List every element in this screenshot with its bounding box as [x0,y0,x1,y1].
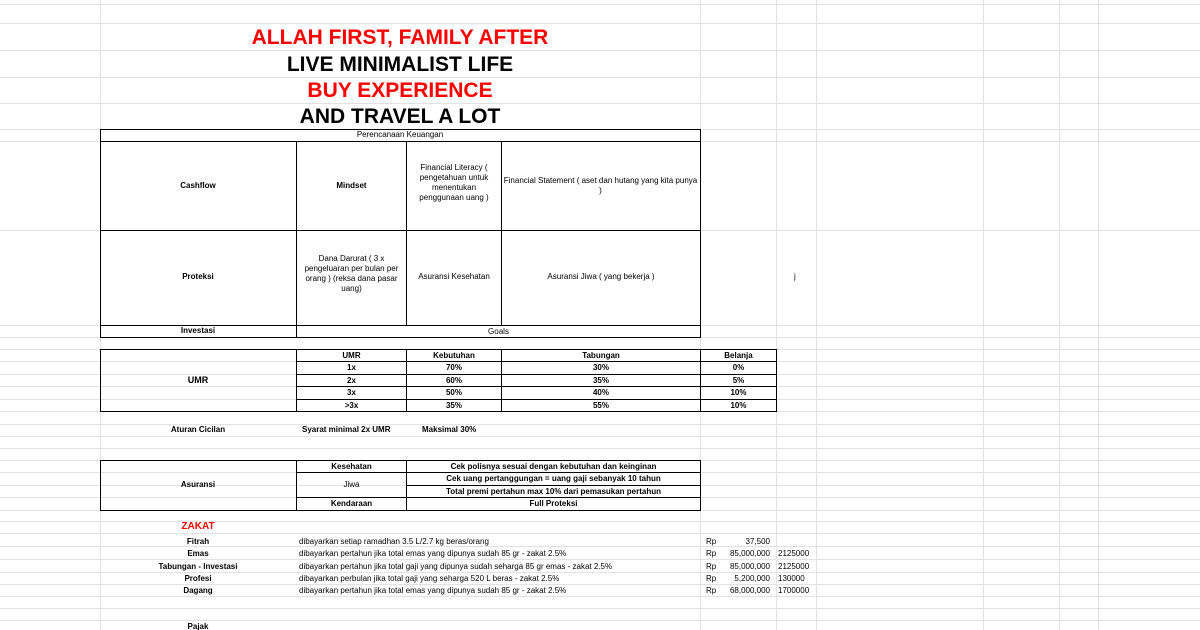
zakat-due: 2125000 [778,562,810,571]
umr-header-kebutuhan: Kebutuhan [433,351,475,360]
asuransi-kendaraan: Kendaraan [330,499,373,508]
zakat-name: Tabungan - Investasi [158,562,238,571]
zakat-desc: dibayarkan pertahun jika total gaji yang dipunya sudah seharga 85 gr emas - zakat 2.5% [299,562,613,571]
title-line-4: AND TRAVEL A LOT [299,105,501,128]
umr-cell: >3x [344,401,359,410]
umr-cell: 5% [732,376,745,385]
zakat-desc: dibayarkan pertahun jika total emas yang dipunya sudah 85 gr - zakat 2.5% [299,586,567,595]
umr-cell: 35% [445,401,462,410]
zakat-name: Dagang [183,586,213,595]
umr-cell: 2x [347,376,356,385]
umr-cell: 3x [347,388,356,397]
cicilan-label: Aturan Cicilan [170,425,226,434]
zakat-due: 2125000 [778,549,810,558]
pajak-label: Pajak [187,622,209,630]
zakat-amount: 5,200,000 [734,574,770,583]
cicilan-maks: Maksimal 30% [422,425,477,434]
asuransi-kendaraan-note: Full Proteksi [529,499,578,508]
stray-cell: j [794,272,796,281]
zakat-due: 130000 [778,574,805,583]
plan-proteksi: Proteksi [182,272,214,281]
zakat-name: Profesi [184,574,212,583]
zakat-amount: 68,000,000 [729,586,770,595]
plan-title: Perencanaan Keuangan [356,130,444,139]
umr-cell: 35% [592,376,609,385]
zakat-name: Fitrah [186,537,210,546]
zakat-amount: 85,000,000 [729,549,770,558]
umr-cell: 55% [592,401,609,410]
asuransi-jiwa: Jiwa [343,480,360,489]
umr-cell: 1x [347,363,356,372]
umr-cell: 10% [730,401,747,410]
plan-asuransi-kesehatan: Asuransi Kesehatan [418,272,490,281]
umr-cell: 60% [445,376,462,385]
zakat-rp: Rp [706,562,717,571]
zakat-title: ZAKAT [181,521,215,532]
cicilan-syarat: Syarat minimal 2x UMR [302,425,391,434]
umr-cell: 30% [592,363,609,372]
plan-mindset: Mindset [336,181,367,190]
umr-cell: 0% [732,363,745,372]
asuransi-kesehatan-note: Cek polisnya sesuai dengan kebutuhan dan keinginan [450,462,657,471]
plan-goals: Goals [488,327,509,336]
zakat-desc: dibayarkan setiap ramadhan 3.5 L/2.7 kg beras/orang [299,537,489,546]
asuransi-jiwa-note-1: Cek uang pertanggungan = uang gaji sebanyak 10 tahun [446,474,661,483]
plan-investasi: Investasi [180,326,216,335]
zakat-rp: Rp [706,586,717,595]
umr-cell: 70% [445,363,462,372]
umr-header-umr: UMR [342,351,361,360]
title-line-2: LIVE MINIMALIST LIFE [286,53,514,76]
umr-header-tabungan: Tabungan [582,351,620,360]
plan-asuransi-jiwa: Asuransi Jiwa ( yang bekerja ) [547,272,655,281]
zakat-due: 1700000 [778,586,810,595]
zakat-name: Emas [187,549,209,558]
zakat-amount: 85,000,000 [729,562,770,571]
umr-cell: 50% [445,388,462,397]
zakat-desc: dibayarkan perbulan jika total gaji yang seharga 520 L beras - zakat 2.5% [299,574,560,583]
zakat-desc: dibayarkan pertahun jika total emas yang dipunya sudah 85 gr - zakat 2.5% [299,549,567,558]
zakat-amount: 37,500 [745,537,770,546]
plan-literacy: Financial Literacy ( pengetahuan untuk menentukan penggunaan uang ) [419,163,489,202]
zakat-rp: Rp [706,537,717,546]
plan-statement: Financial Statement ( aset dan hutang yang kita punya ) [503,176,698,195]
asuransi-kesehatan: Kesehatan [331,462,372,471]
umr-cell: 10% [730,388,747,397]
asuransi-jiwa-note-2: Total premi pertahun max 10% dari pemasukan pertahun [445,487,662,496]
umr-cell: 40% [592,388,609,397]
plan-dana-darurat: Dana Darurat ( 3 x pengeluaran per bulan per orang ) (reksa dana pasar uang) [304,254,399,293]
title-line-1: ALLAH FIRST, FAMILY AFTER [251,26,549,49]
title-line-3: BUY EXPERIENCE [307,79,493,102]
zakat-rp: Rp [706,574,717,583]
plan-cashflow: Cashflow [180,181,216,190]
umr-header-belanja: Belanja [724,351,753,360]
umr-label: UMR [187,375,209,385]
zakat-rp: Rp [706,549,717,558]
asuransi-label: Asuransi [180,480,216,489]
